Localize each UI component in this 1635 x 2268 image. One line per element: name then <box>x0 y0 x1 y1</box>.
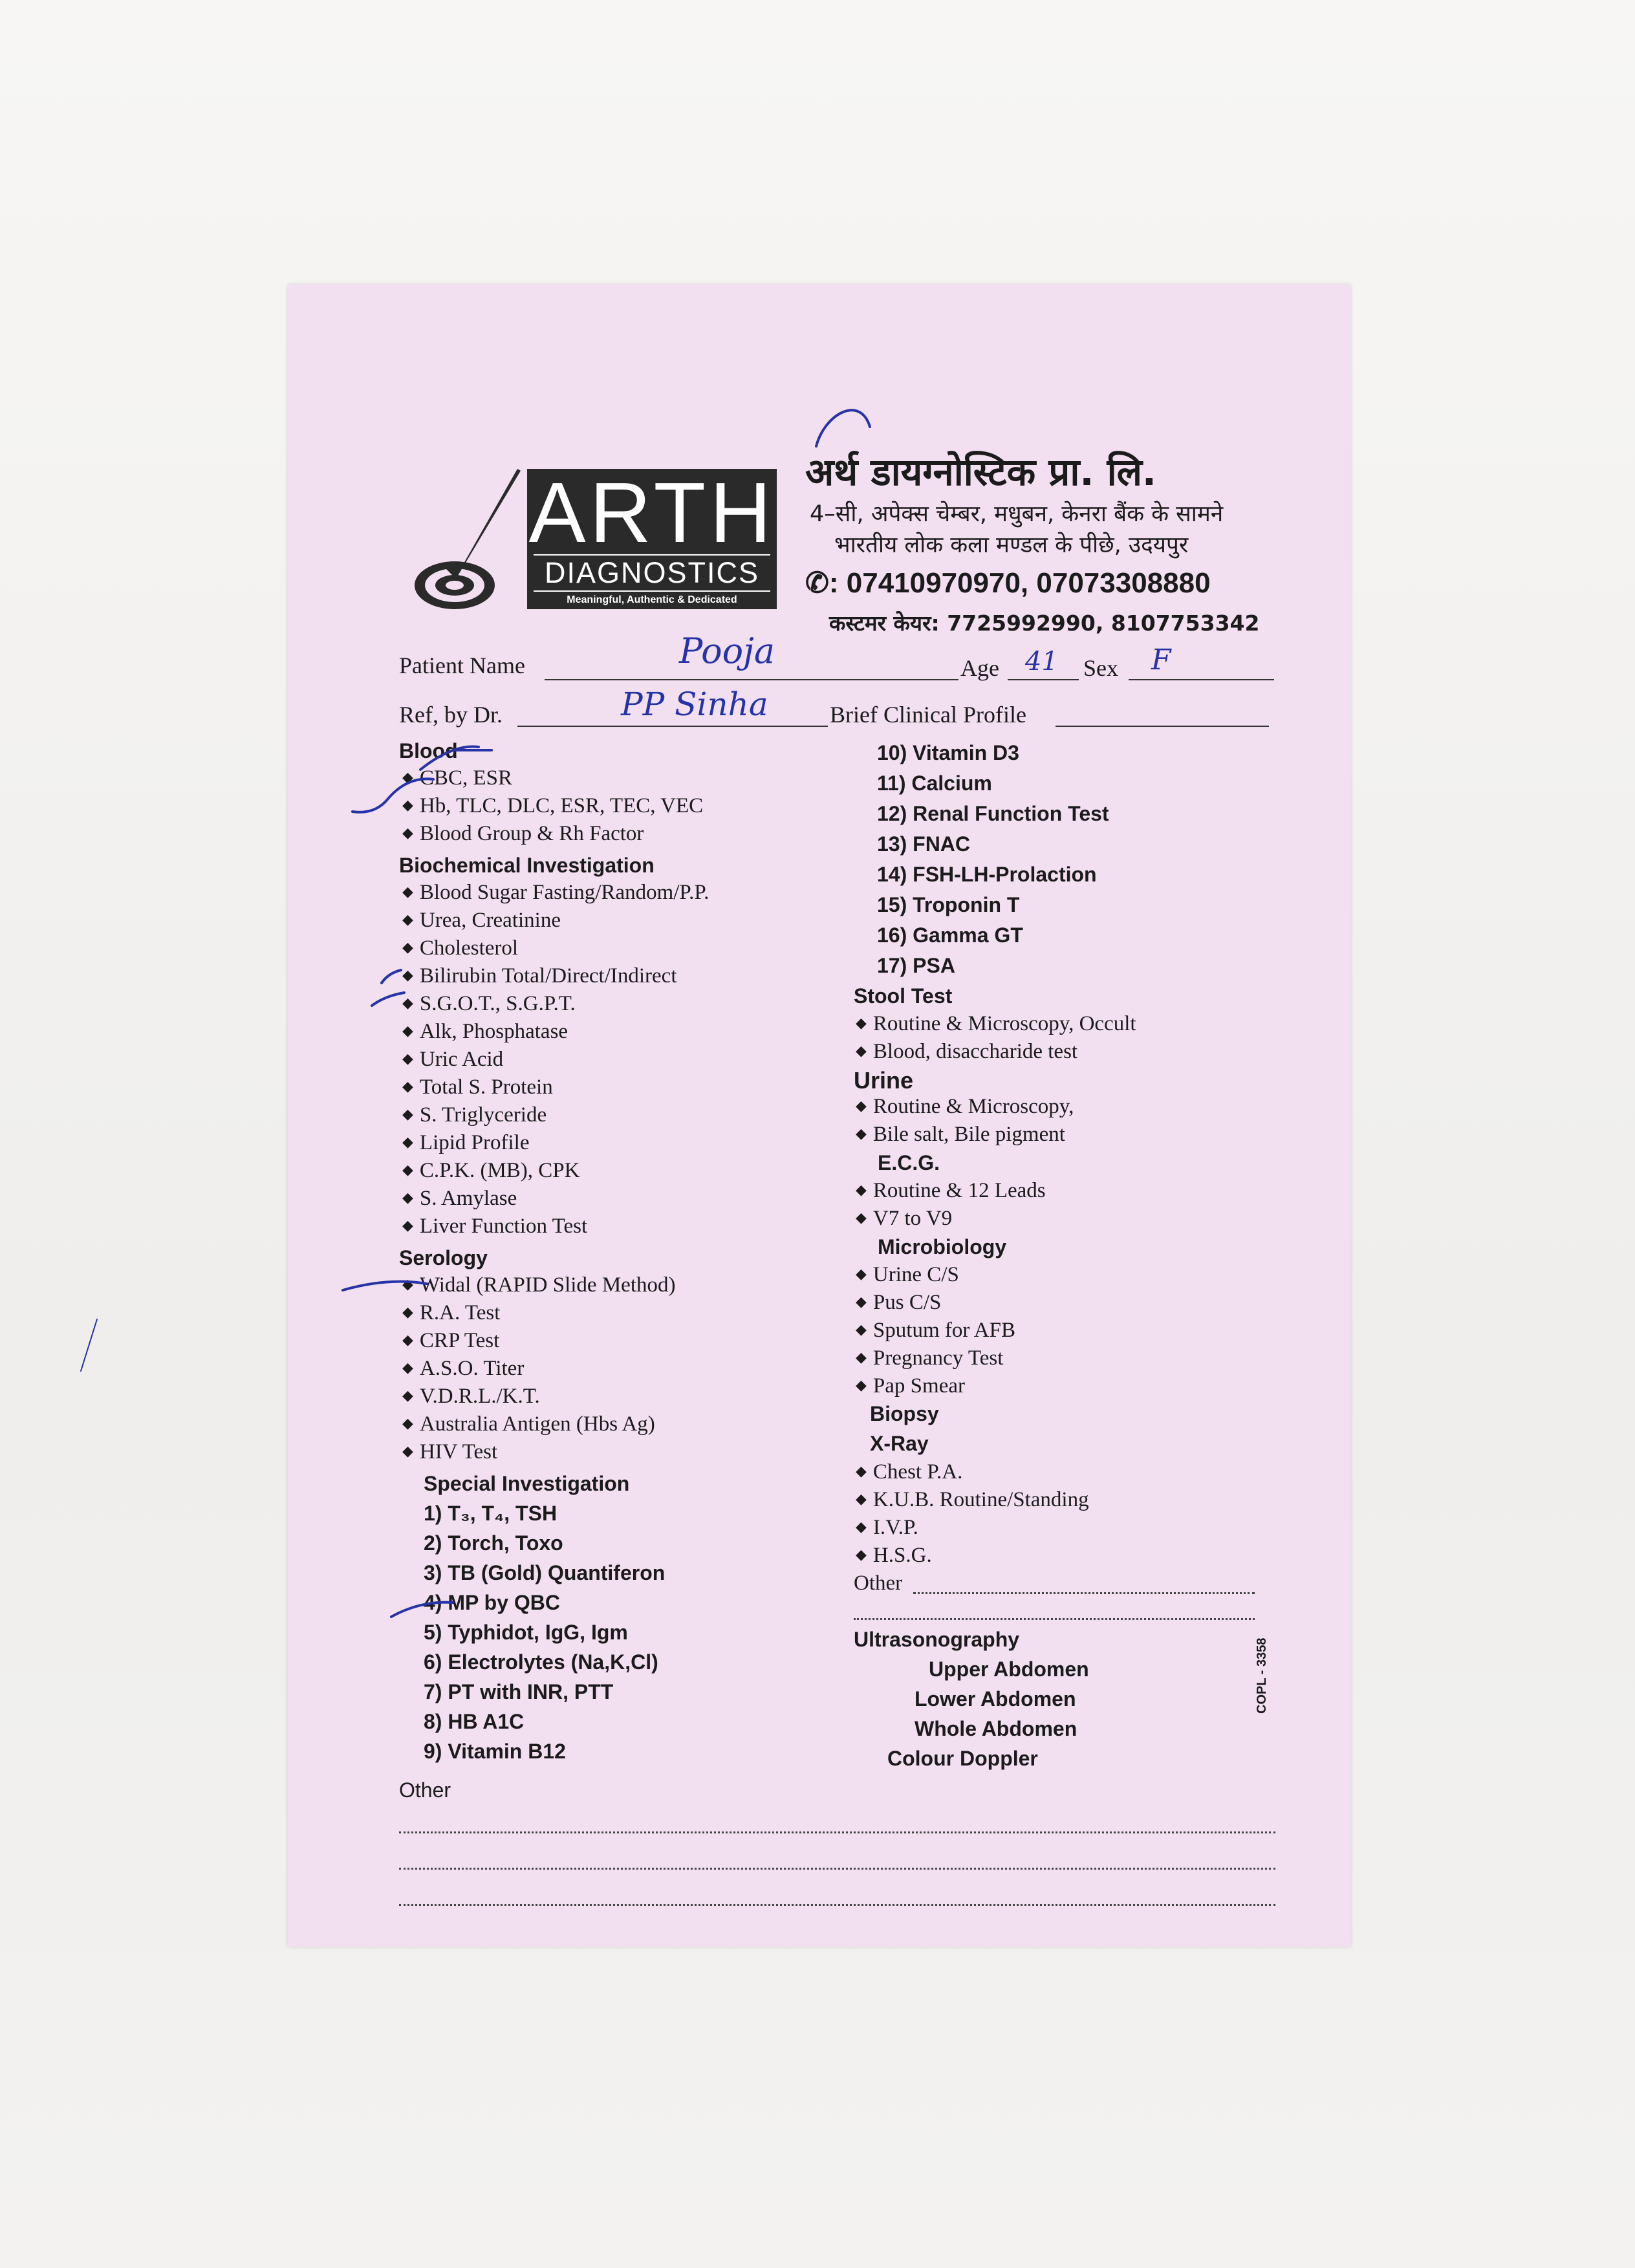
list-item: Colour Doppler <box>887 1747 1038 1770</box>
list-item: 9) Vitamin B12 <box>424 1740 566 1763</box>
list-item: ◆ I.V.P. <box>856 1516 918 1539</box>
list-item: 10) Vitamin D3 <box>877 741 1019 764</box>
xray-title: X-Ray <box>870 1432 929 1455</box>
list-item: ◆ Chest P.A. <box>856 1460 963 1484</box>
check-mark-icon <box>372 993 404 1006</box>
ref-value: PP Sinha <box>621 686 768 723</box>
list-item: ◆ Widal (RAPID Slide Method) <box>402 1273 676 1297</box>
list-item: Whole Abdomen <box>915 1717 1077 1740</box>
list-item: 11) Calcium <box>877 772 992 795</box>
list-item: ◆ Cholesterol <box>402 936 519 960</box>
list-item: ◆ Routine & 12 Leads <box>856 1179 1046 1202</box>
list-item: ◆ Total S. Protein <box>402 1075 553 1099</box>
list-item: ◆ Blood Sugar Fasting/Random/P.P. <box>402 881 709 904</box>
list-item: ◆ Routine & Microscopy, Occult <box>856 1012 1136 1035</box>
check-mark-icon <box>382 970 401 983</box>
serology-title: Serology <box>399 1246 488 1269</box>
list-item: ◆ Sputum for AFB <box>856 1319 1015 1342</box>
list-item: ◆ H.S.G. <box>856 1544 932 1567</box>
list-item: 3) TB (Gold) Quantiferon <box>424 1561 666 1584</box>
list-item: 12) Renal Function Test <box>877 802 1109 825</box>
list-item: 17) PSA <box>877 954 955 977</box>
list-item: ◆ Blood Group & Rh Factor <box>402 822 644 845</box>
list-item: ◆ Lipid Profile <box>402 1131 530 1154</box>
phone-numbers: : 07410970970, 07073308880 <box>828 567 1211 599</box>
list-item: ◆ Bilirubin Total/Direct/Indirect <box>402 964 677 988</box>
list-item: ◆ Bile salt, Bile pigment <box>856 1123 1065 1146</box>
list-item: 5) Typhidot, IgG, Igm <box>424 1621 628 1644</box>
sex-label: Sex <box>1083 655 1118 681</box>
other-label-left: Other <box>399 1778 451 1802</box>
ref-label: Ref, by Dr. <box>399 702 503 728</box>
list-item: 16) Gamma GT <box>877 923 1023 947</box>
list-item: 13) FNAC <box>877 832 971 856</box>
list-item: ◆ A.S.O. Titer <box>402 1357 525 1380</box>
check-mark-icon <box>343 1282 427 1290</box>
list-item: 2) Torch, Toxo <box>424 1531 563 1555</box>
patient-name-label: Patient Name <box>399 653 525 678</box>
list-item: ◆ Hb, TLC, DLC, ESR, TEC, VEC <box>402 794 704 817</box>
biochemical-title: Biochemical Investigation <box>399 854 655 877</box>
list-item: ◆ Pap Smear <box>856 1374 965 1398</box>
list-item: ◆ Pregnancy Test <box>856 1346 1004 1370</box>
hindi-title: अर्थ डायग्नोस्टिक प्रा. लि. <box>805 450 1156 494</box>
list-item: ◆ S. Triglyceride <box>402 1103 547 1127</box>
list-item: 1) T₃, T₄, TSH <box>424 1502 558 1525</box>
ecg-title: E.C.G. <box>878 1151 940 1174</box>
check-mark-icon <box>391 1603 453 1617</box>
list-item: ◆ Blood, disaccharide test <box>856 1040 1078 1063</box>
other-label-right: Other <box>854 1571 903 1595</box>
customer-care: कस्टमर केयर: 7725992990, 8107753342 <box>829 610 1260 636</box>
list-item: ◆ Alk, Phosphatase <box>402 1020 568 1043</box>
list-item: 6) Electrolytes (Na,K,Cl) <box>424 1650 658 1674</box>
age-value: 41 <box>1025 647 1058 676</box>
list-item: ◆ V7 to V9 <box>856 1207 953 1230</box>
brief-profile-label: Brief Clinical Profile <box>830 702 1026 728</box>
list-item: ◆ Liver Function Test <box>402 1215 588 1238</box>
list-item: ◆ C.P.K. (MB), CPK <box>402 1159 580 1182</box>
form-code: COPL - 3358 <box>1255 1637 1269 1714</box>
list-item: ◆ V.D.R.L./K.T. <box>402 1385 540 1408</box>
list-item: 14) FSH-LH-Prolaction <box>877 863 1097 886</box>
list-item: ◆ Australia Antigen (Hbs Ag) <box>402 1412 655 1436</box>
list-item: ◆ Pus C/S <box>856 1291 942 1314</box>
list-item: 7) PT with INR, PTT <box>424 1680 614 1703</box>
logo-sub: DIAGNOSTICS <box>534 554 770 592</box>
list-item: 4) MP by QBC <box>424 1591 560 1614</box>
patient-name-value: Pooja <box>679 631 775 671</box>
list-item: 8) HB A1C <box>424 1710 525 1733</box>
list-item: ◆ Routine & Microscopy, <box>856 1095 1074 1118</box>
list-item: ◆ Urine C/S <box>856 1263 959 1286</box>
list-item: ◆ HIV Test <box>402 1440 498 1463</box>
list-item: 15) Troponin T <box>877 893 1020 916</box>
blood-title: Blood <box>399 739 458 762</box>
stool-title: Stool Test <box>854 984 953 1008</box>
pen-scribble-title <box>816 410 870 446</box>
list-item: ◆ Urea, Creatinine <box>402 909 561 932</box>
list-item: ◆ Uric Acid <box>402 1048 504 1071</box>
stray-mark <box>81 1319 97 1371</box>
logo-tagline: Meaningful, Authentic & Dedicated <box>567 594 737 605</box>
age-label: Age <box>960 655 999 681</box>
list-item: ◆ CBC, ESR <box>402 766 512 790</box>
list-item: Upper Abdomen <box>929 1658 1089 1681</box>
check-mark-icon <box>352 779 433 812</box>
logo-brand: ARTH <box>528 465 775 560</box>
urine-title: Urine <box>854 1067 914 1094</box>
list-item: ◆ S. Amylase <box>402 1187 517 1210</box>
list-item: Lower Abdomen <box>915 1687 1076 1711</box>
sex-value: F <box>1151 643 1171 676</box>
phone-icon: ✆ <box>805 567 829 599</box>
list-item: ◆ R.A. Test <box>402 1301 501 1324</box>
microbiology-title: Microbiology <box>878 1235 1007 1258</box>
list-item: ◆ K.U.B. Routine/Standing <box>856 1488 1089 1511</box>
address-line-1: 4–सी, अपेक्स चेम्बर, मधुबन, केनरा बैंक के सामने <box>810 501 1224 527</box>
address-line-2: भारतीय लोक कला मण्डल के पीछे, उदयपुर <box>834 532 1189 558</box>
biopsy-title: Biopsy <box>870 1402 939 1425</box>
list-item: ◆ CRP Test <box>402 1329 500 1352</box>
list-item: ◆ S.G.O.T., S.G.P.T. <box>402 992 576 1015</box>
special-title: Special Investigation <box>424 1472 630 1495</box>
ultrasonography-title: Ultrasonography <box>854 1628 1020 1651</box>
